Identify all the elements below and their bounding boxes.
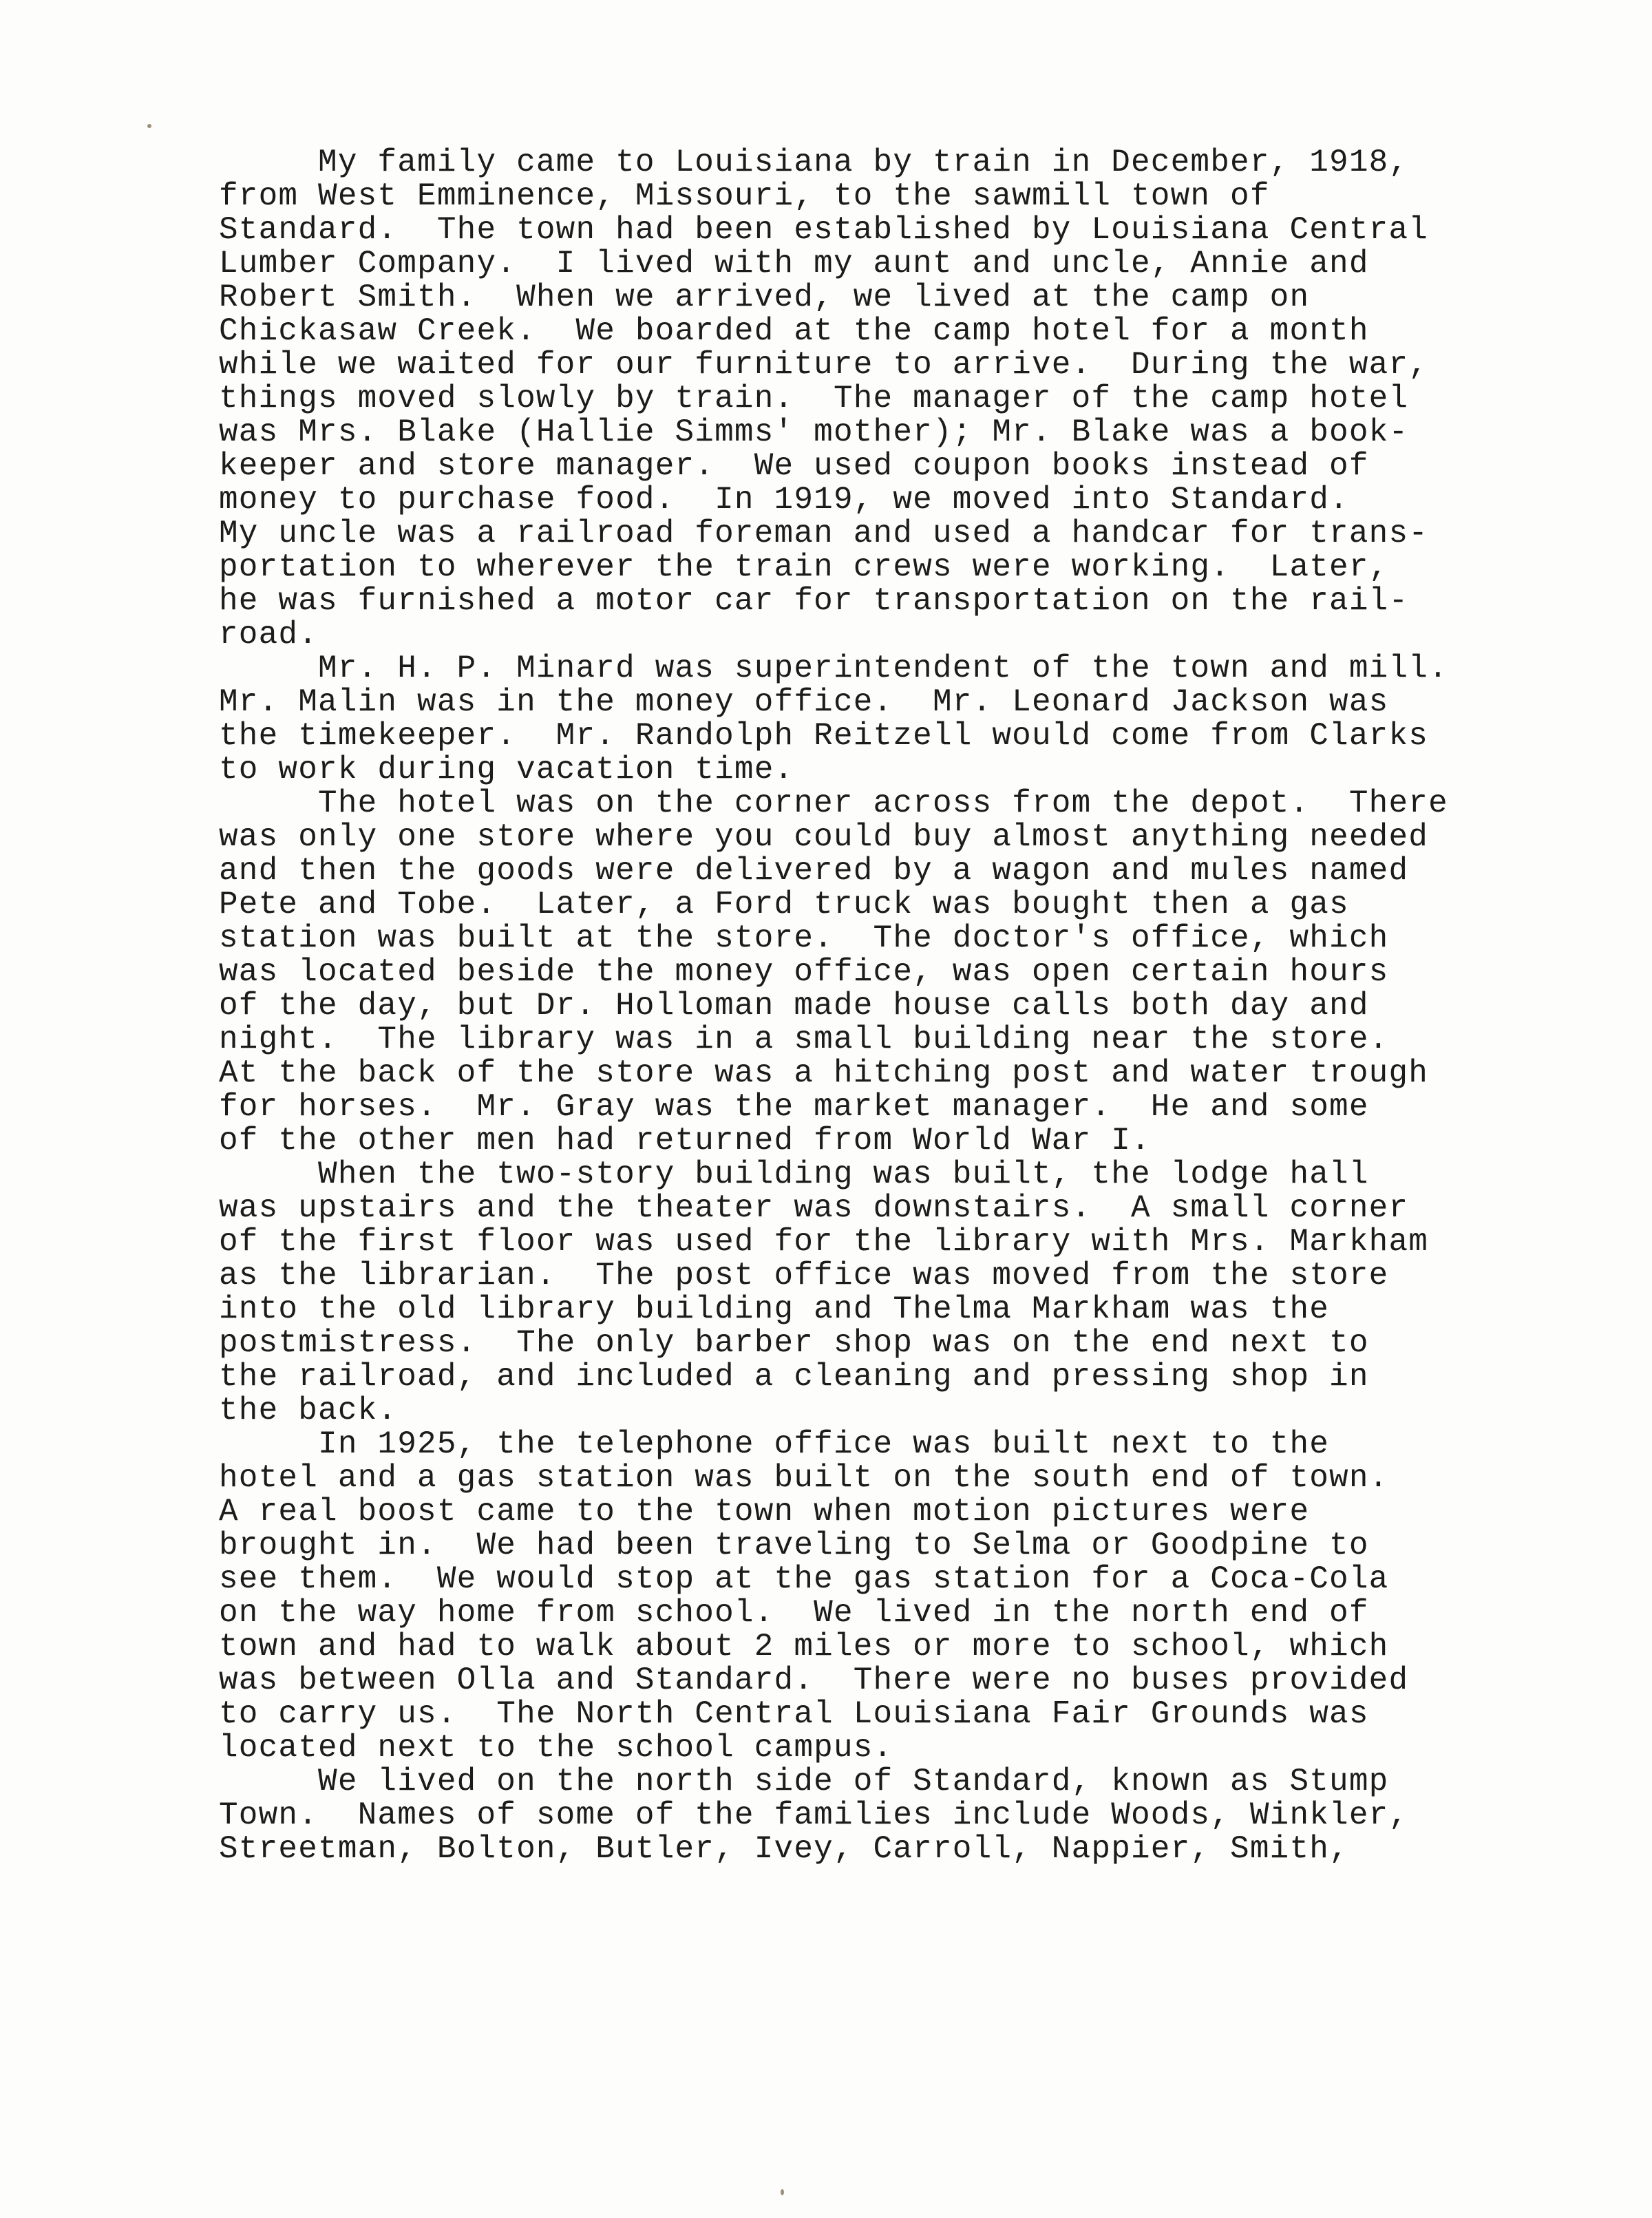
text-line: was located beside the money office, was open certain hours	[219, 954, 1389, 990]
text-line: from West Emminence, Missouri, to the sawmill town of	[219, 178, 1270, 214]
text-line: Chickasaw Creek. We boarded at the camp hotel for a month	[219, 313, 1369, 349]
text-line: At the back of the store was a hitching post and water trough	[219, 1055, 1429, 1091]
text-line: of the first floor was used for the library with Mrs. Markham	[219, 1224, 1429, 1260]
paper-speck	[781, 2189, 784, 2195]
text-line: hotel and a gas station was built on the south end of town.	[219, 1460, 1389, 1496]
text-line: Mr. Malin was in the money office. Mr. Leonard Jackson was	[219, 684, 1389, 720]
text-line: We lived on the north side of Standard, known as Stump	[219, 1764, 1389, 1799]
text-line: to work during vacation time.	[219, 752, 794, 788]
text-line: the railroad, and included a cleaning and pressing shop in	[219, 1359, 1369, 1395]
text-line: Town. Names of some of the families include Woods, Winkler,	[219, 1797, 1409, 1833]
text-line: night. The library was in a small building near the store.	[219, 1022, 1389, 1057]
text-line: of the other men had returned from World War I.	[219, 1123, 1151, 1159]
text-line: town and had to walk about 2 miles or more to school, which	[219, 1629, 1389, 1665]
text-line: and then the goods were delivered by a wagon and mules named	[219, 853, 1409, 889]
text-line: keeper and store manager. We used coupon books instead of	[219, 448, 1369, 484]
text-line: Streetman, Bolton, Butler, Ivey, Carroll, Nappier, Smith,	[219, 1831, 1349, 1867]
text-line: Lumber Company. I lived with my aunt and uncle, Annie and	[219, 246, 1369, 282]
text-line: things moved slowly by train. The manager of the camp hotel	[219, 381, 1409, 416]
text-line: into the old library building and Thelma Markham was the	[219, 1291, 1330, 1327]
text-line: station was built at the store. The doctor's office, which	[219, 920, 1389, 956]
text-line: portation to wherever the train crews were working. Later,	[219, 549, 1389, 585]
text-line: Standard. The town had been established by Louisiana Central	[219, 212, 1429, 248]
text-line: he was furnished a motor car for transportation on the rail-	[219, 583, 1409, 619]
text-line: road.	[219, 617, 319, 653]
text-line: The hotel was on the corner across from the depot. There	[219, 785, 1448, 821]
text-line: the back.	[219, 1393, 398, 1428]
text-line: Pete and Tobe. Later, a Ford truck was bought then a gas	[219, 887, 1349, 922]
text-line: Mr. H. P. Minard was superintendent of the town and mill.	[219, 651, 1448, 686]
text-line: as the librarian. The post office was moved from the store	[219, 1258, 1389, 1293]
text-line: brought in. We had been traveling to Selma or Goodpine to	[219, 1528, 1369, 1563]
text-line: In 1925, the telephone office was built next to the	[219, 1426, 1330, 1462]
text-line: was only one store where you could buy almost anything needed	[219, 819, 1429, 855]
text-line: see them. We would stop at the gas station for a Coca-Cola	[219, 1561, 1389, 1597]
text-line: was between Olla and Standard. There were no buses provided	[219, 1662, 1409, 1698]
text-line: My family came to Louisiana by train in December, 1918,	[219, 145, 1409, 180]
text-line: Robert Smith. When we arrived, we lived at the camp on	[219, 279, 1310, 315]
text-line: My uncle was a railroad foreman and used a handcar for trans-	[219, 516, 1429, 551]
text-line: When the two-story building was built, the lodge hall	[219, 1156, 1369, 1192]
paper-speck	[147, 124, 151, 128]
text-line: of the day, but Dr. Holloman made house calls both day and	[219, 988, 1369, 1024]
text-line: was upstairs and the theater was downstairs. A small corner	[219, 1190, 1409, 1226]
text-line: A real boost came to the town when motion pictures were	[219, 1494, 1310, 1530]
text-line: postmistress. The only barber shop was on the end next to	[219, 1325, 1369, 1361]
text-line: for horses. Mr. Gray was the market manager. He and some	[219, 1089, 1369, 1125]
text-line: the timekeeper. Mr. Randolph Reitzell would come from Clarks	[219, 718, 1429, 754]
text-line: money to purchase food. In 1919, we moved into Standard.	[219, 482, 1349, 518]
typed-text-body	[219, 146, 1547, 1866]
text-line: located next to the school campus.	[219, 1730, 893, 1766]
text-line: while we waited for our furniture to arrive. During the war,	[219, 347, 1429, 383]
text-line: to carry us. The North Central Louisiana Fair Grounds was	[219, 1696, 1369, 1732]
text-line: on the way home from school. We lived in the north end of	[219, 1595, 1369, 1631]
text-line: was Mrs. Blake (Hallie Simms' mother); Mr. Blake was a book-	[219, 414, 1409, 450]
